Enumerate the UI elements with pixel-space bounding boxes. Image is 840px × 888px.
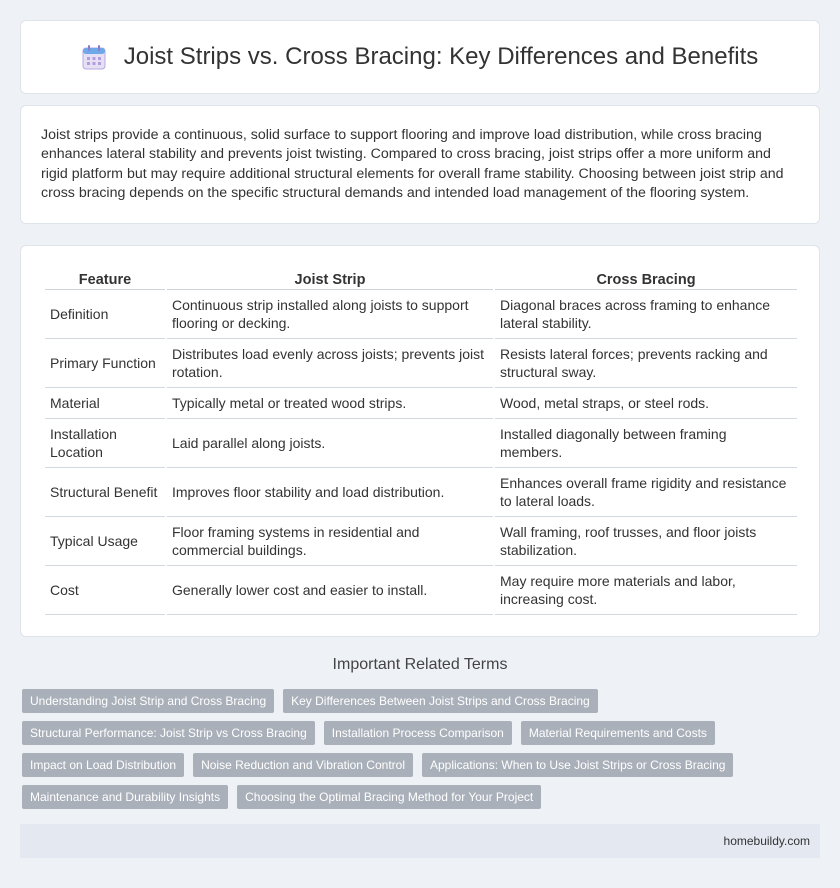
table-row	[45, 468, 797, 517]
calendar-icon	[82, 44, 106, 70]
cell-feature: Installation Location	[45, 419, 165, 468]
cell-feature: Primary Function	[45, 339, 165, 388]
table-row	[45, 290, 797, 339]
related-term-link[interactable]: Noise Reduction and Vibration Control	[193, 753, 413, 777]
table-row	[45, 566, 797, 615]
related-term-link[interactable]: Installation Process Comparison	[324, 721, 512, 745]
header-joist-strip: Joist Strip	[167, 266, 493, 290]
intro-card	[20, 105, 820, 224]
tag-row	[22, 753, 822, 777]
related-term-link[interactable]: Choosing the Optimal Bracing Method for Your Project	[237, 785, 541, 809]
cell-feature: Cost	[45, 566, 165, 615]
intro-text: Joist strips provide a continuous, solid surface to support flooring and improve load distribution, while cross bracing enhances lateral stability and prevents joist twisting. Compared to cross bracing, joist strips offer a more uniform and rigid platform but may require additional structural elements for overall frame stability. Choosing between joist strip and cross bracing depends on the specific structural demands and intended load management of the flooring system.	[41, 127, 784, 202]
cell-cross-bracing: Diagonal braces across framing to enhance lateral stability.	[495, 290, 797, 339]
cell-cross-bracing: Wood, metal straps, or steel rods.	[495, 388, 797, 419]
cell-feature: Typical Usage	[45, 517, 165, 566]
cell-joist-strip: Floor framing systems in residential and commercial buildings.	[167, 517, 493, 566]
tag-row	[22, 785, 822, 809]
cell-joist-strip: Distributes load evenly across joists; prevents joist rotation.	[167, 339, 493, 388]
cell-feature: Definition	[45, 290, 165, 339]
footer-site[interactable]: homebuildy.com	[723, 834, 810, 848]
cell-joist-strip: Improves floor stability and load distribution.	[167, 468, 493, 517]
comparison-table	[43, 266, 799, 615]
related-term-link[interactable]: Maintenance and Durability Insights	[22, 785, 228, 809]
table-row	[45, 517, 797, 566]
footer	[20, 824, 820, 858]
header-card	[20, 20, 820, 94]
header-cross-bracing: Cross Bracing	[495, 266, 797, 290]
cell-joist-strip: Laid parallel along joists.	[167, 419, 493, 468]
table-header-row	[45, 266, 797, 290]
cell-joist-strip: Generally lower cost and easier to install.	[167, 566, 493, 615]
related-term-link[interactable]: Understanding Joist Strip and Cross Bracing	[22, 689, 274, 713]
related-term-link[interactable]: Material Requirements and Costs	[521, 721, 715, 745]
page-title: Joist Strips vs. Cross Bracing: Key Differences and Benefits	[123, 43, 759, 70]
cell-joist-strip: Typically metal or treated wood strips.	[167, 388, 493, 419]
cell-cross-bracing: Enhances overall frame rigidity and resistance to lateral loads.	[495, 468, 797, 517]
title-wrap	[82, 43, 759, 71]
related-term-link[interactable]: Structural Performance: Joist Strip vs Cross Bracing	[22, 721, 315, 745]
header-feature: Feature	[45, 266, 165, 290]
cell-cross-bracing: Resists lateral forces; prevents racking and structural sway.	[495, 339, 797, 388]
related-terms-tags	[22, 689, 822, 817]
cell-feature: Material	[45, 388, 165, 419]
tag-row	[22, 689, 822, 713]
table-row	[45, 339, 797, 388]
related-term-link[interactable]: Applications: When to Use Joist Strips or Cross Bracing	[422, 753, 733, 777]
cell-cross-bracing: Installed diagonally between framing members.	[495, 419, 797, 468]
related-terms-title: Important Related Terms	[332, 656, 508, 673]
cell-cross-bracing: Wall framing, roof trusses, and floor joists stabilization.	[495, 517, 797, 566]
cell-feature: Structural Benefit	[45, 468, 165, 517]
table-row	[45, 419, 797, 468]
cell-joist-strip: Continuous strip installed along joists to support flooring or decking.	[167, 290, 493, 339]
related-term-link[interactable]: Key Differences Between Joist Strips and Cross Bracing	[283, 689, 598, 713]
comparison-table-card	[20, 245, 820, 637]
table-row	[45, 388, 797, 419]
cell-cross-bracing: May require more materials and labor, increasing cost.	[495, 566, 797, 615]
related-term-link[interactable]: Impact on Load Distribution	[22, 753, 184, 777]
tag-row	[22, 721, 822, 745]
